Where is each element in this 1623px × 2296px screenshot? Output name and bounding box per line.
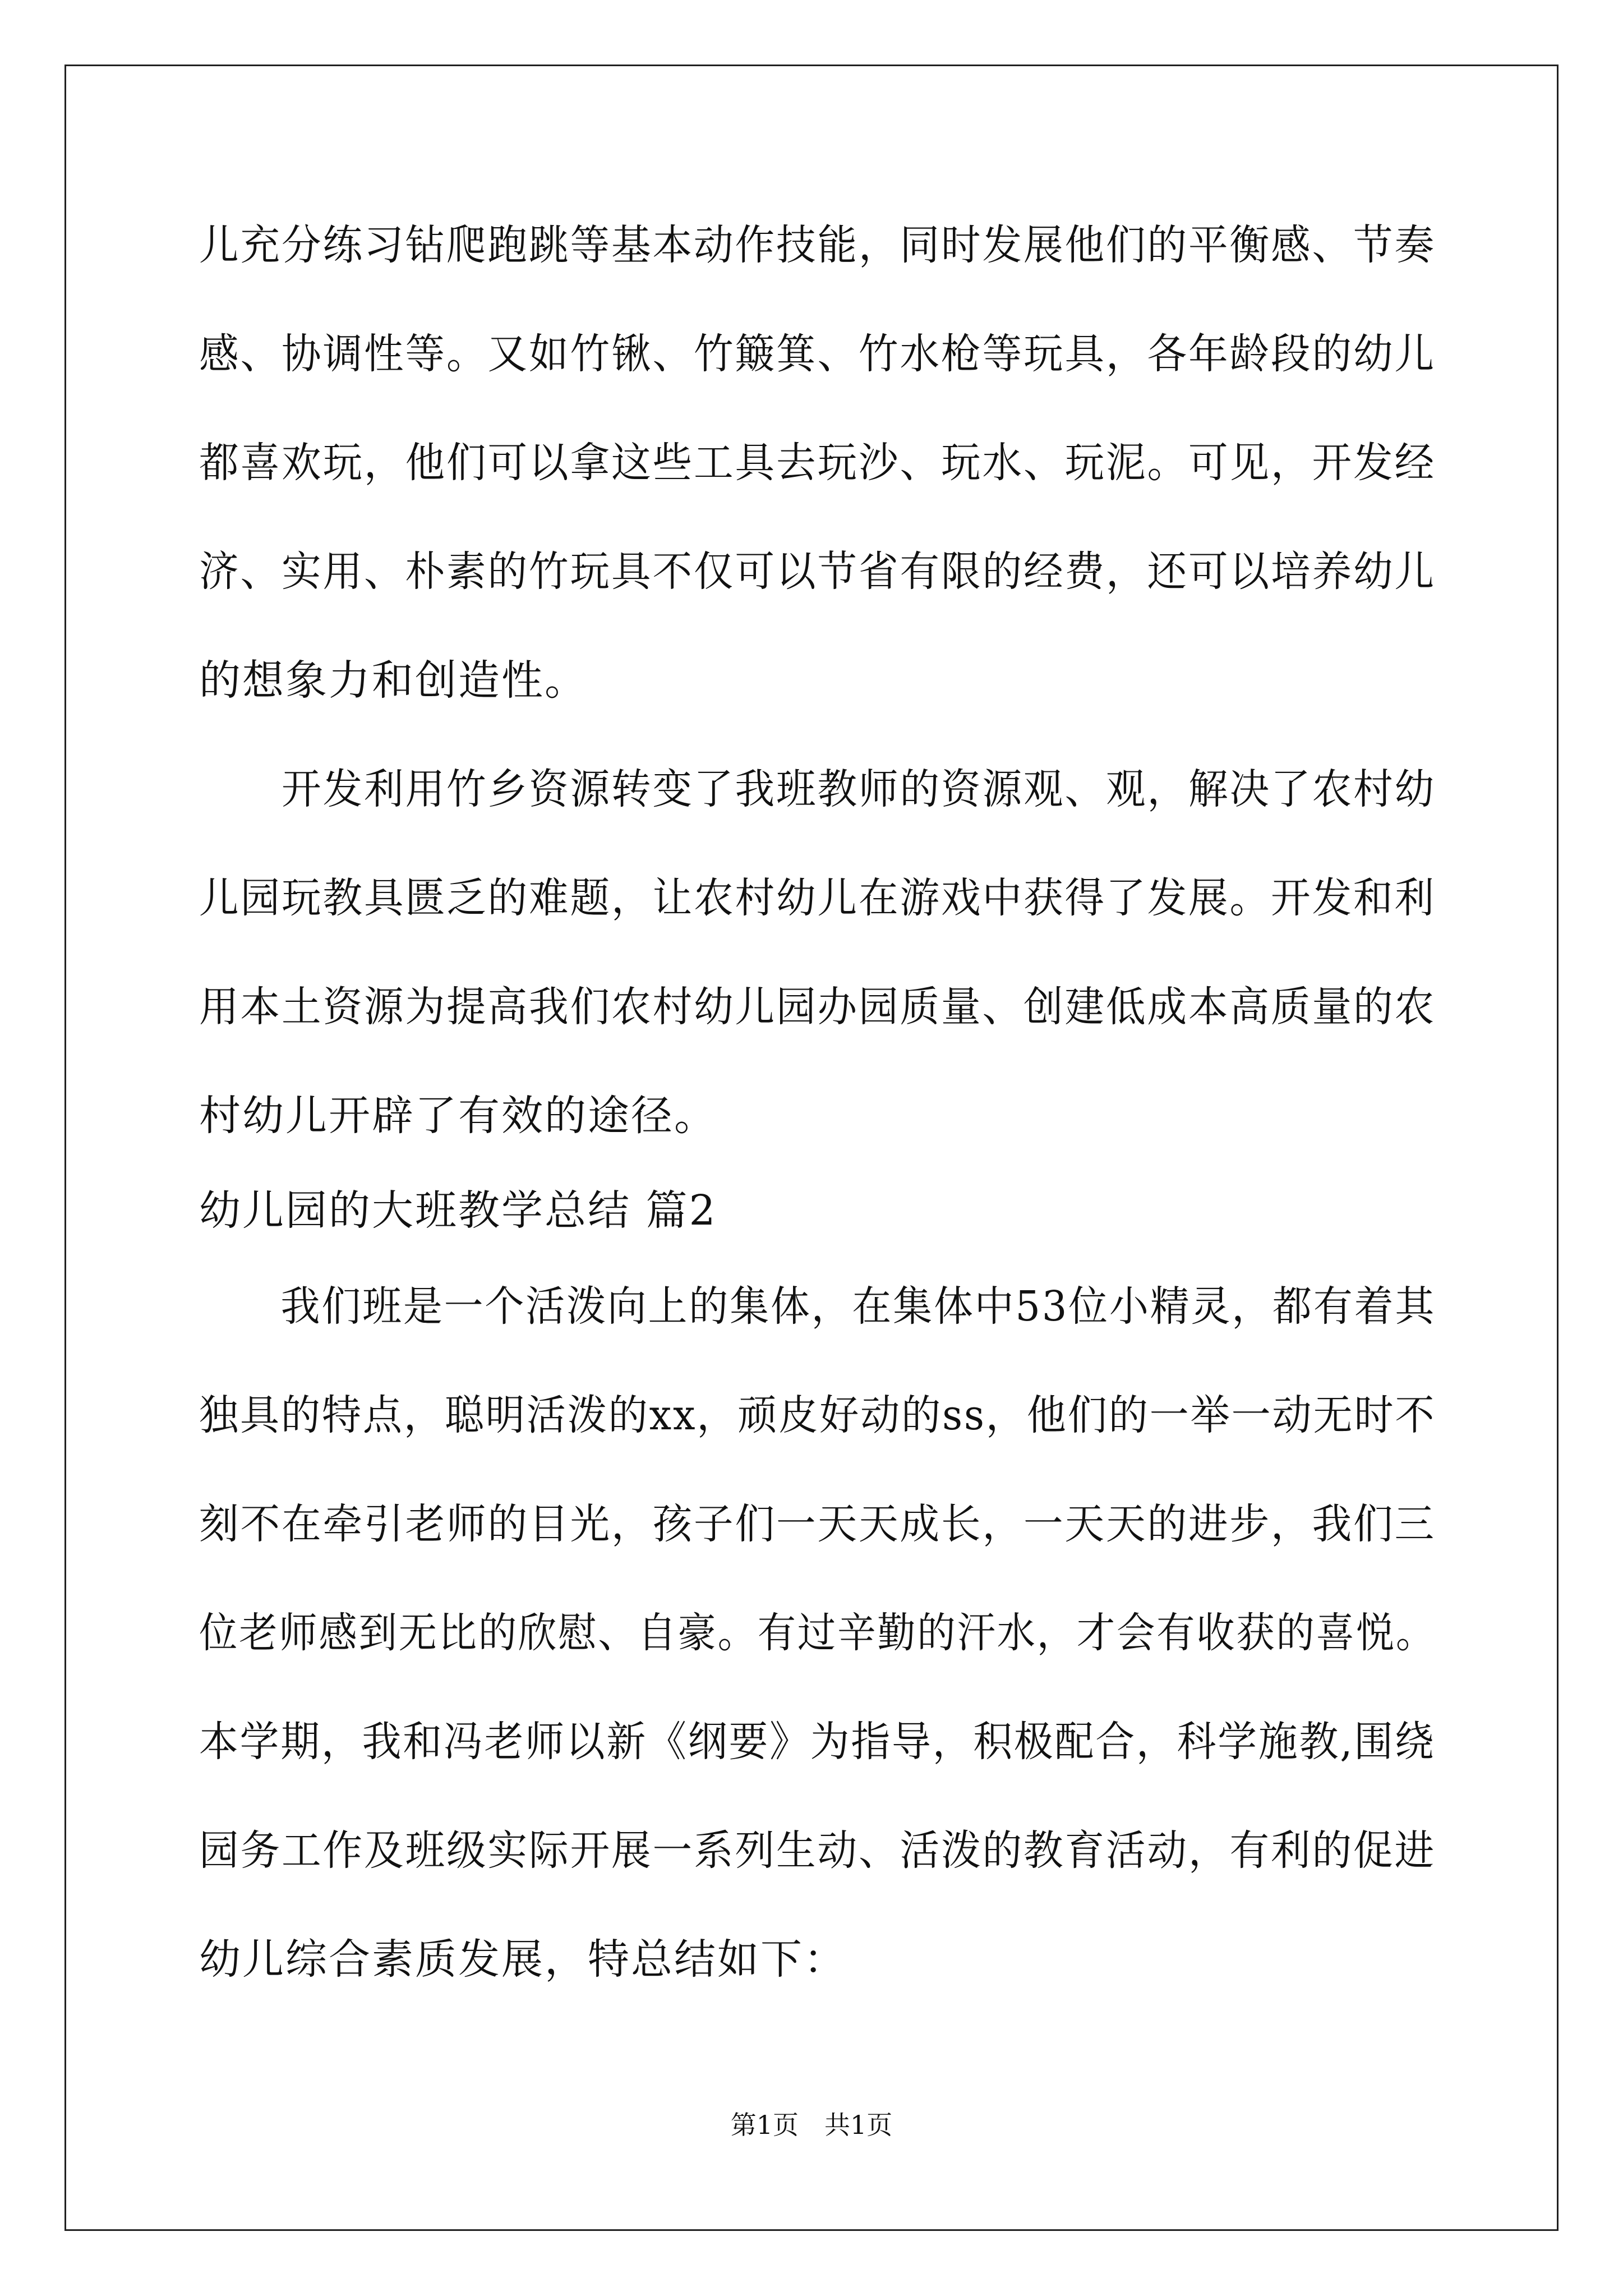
body-text-line: 济、实用、朴素的竹玩具不仅可以节省有限的经费，还可以培养幼儿 xyxy=(199,547,1436,596)
body-text-line: 村幼儿开辟了有效的途径。 xyxy=(199,1092,717,1140)
page-number-footer: 第1页 共1页 xyxy=(730,2110,893,2140)
body-text-line: 儿充分练习钻爬跑跳等基本动作技能，同时发展他们的平衡感、节奏 xyxy=(199,221,1436,269)
section-heading: 幼儿园的大班教学总结 篇2 xyxy=(199,1186,717,1235)
body-text-line: 开发利用竹乡资源转变了我班教师的资源观、观，解决了农村幼 xyxy=(199,765,1436,813)
body-text-line: 我们班是一个活泼向上的集体，在集体中53位小精灵，都有着其 xyxy=(199,1282,1436,1331)
body-text-line: 刻不在牵引老师的目光，孩子们一天天成长，一天天的进步，我们三 xyxy=(199,1500,1436,1548)
body-text-line: 园务工作及班级实际开展一系列生动、活泼的教育活动，有利的促进 xyxy=(199,1826,1436,1875)
body-text-line: 的想象力和创造性。 xyxy=(199,656,588,705)
body-text-line: 用本土资源为提高我们农村幼儿园办园质量、创建低成本高质量的农 xyxy=(199,983,1436,1031)
body-text-line: 都喜欢玩，他们可以拿这些工具去玩沙、玩水、玩泥。可见，开发经 xyxy=(199,439,1436,487)
body-text-line: 幼儿综合素质发展，特总结如下： xyxy=(199,1935,847,1984)
body-text-line: 独具的特点，聪明活泼的xx，顽皮好动的ss，他们的一举一动无时不 xyxy=(199,1391,1436,1439)
body-text-line: 本学期，我和冯老师以新《纲要》为指导，积极配合，科学施教,围绕 xyxy=(199,1718,1436,1766)
body-text-line: 位老师感到无比的欣慰、自豪。有过辛勤的汗水，才会有收获的喜悦。 xyxy=(199,1609,1436,1657)
body-text-line: 感、协调性等。又如竹锹、竹簸箕、竹水枪等玩具，各年龄段的幼儿 xyxy=(199,330,1436,378)
body-text-line: 儿园玩教具匮乏的难题，让农村幼儿在游戏中获得了发展。开发和利 xyxy=(199,874,1436,922)
page-border xyxy=(64,65,1559,2231)
